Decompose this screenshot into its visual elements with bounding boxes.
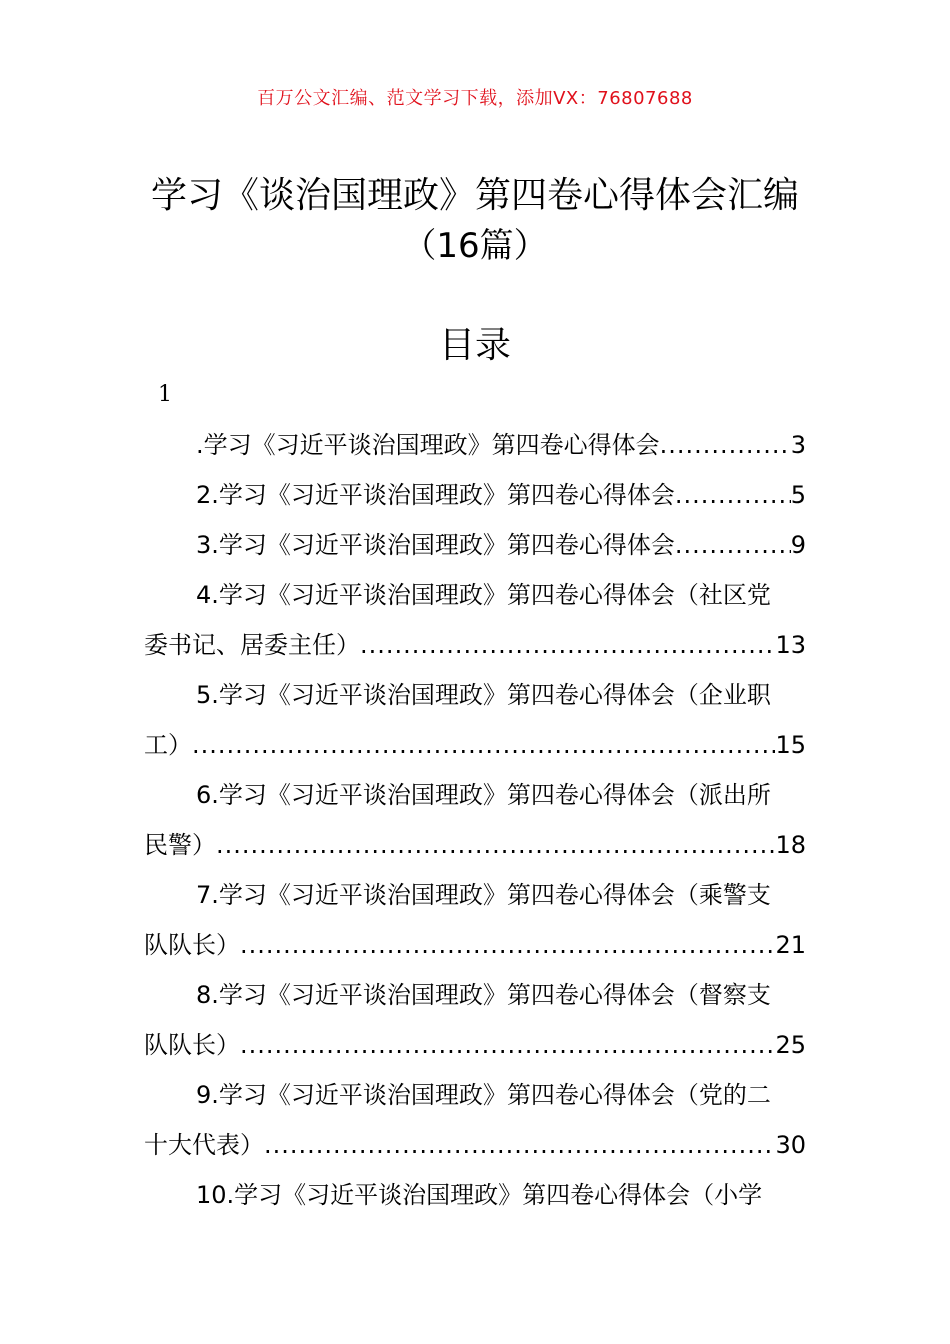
stray-number: 1 (158, 382, 172, 407)
toc-entry-title: 4.学习《习近平谈治国理政》第四卷心得体会（社区党 (196, 581, 771, 609)
toc-entry-title: 5.学习《习近平谈治国理政》第四卷心得体会（企业职 (196, 681, 771, 709)
toc-leader (216, 820, 775, 870)
toc-entry[interactable] (144, 870, 806, 970)
toc-entry[interactable] (144, 570, 806, 670)
toc-page-number: 3 (790, 431, 806, 459)
toc-page-number: 13 (775, 631, 806, 659)
toc-page-number: 25 (775, 1031, 806, 1059)
toc-leader (660, 420, 791, 470)
header-note: 百万公文汇编、范文学习下载，添加VX：76807688 (257, 88, 693, 109)
toc-page-number: 21 (775, 931, 806, 959)
toc-entry[interactable] (144, 1170, 806, 1220)
toc-entry[interactable] (144, 970, 806, 1070)
toc-entry-title: 6.学习《习近平谈治国理政》第四卷心得体会（派出所 (196, 781, 771, 809)
toc-page-number: 18 (775, 831, 806, 859)
toc-leader (675, 520, 791, 570)
toc-entry-title-cont: 队队长） (144, 1031, 240, 1059)
toc-entry-title-cont: 委书记、居委主任） (144, 631, 360, 659)
toc-entry-title: 3.学习《习近平谈治国理政》第四卷心得体会 (196, 531, 675, 559)
toc-leader (240, 1020, 775, 1070)
toc-heading: 目录 (438, 325, 511, 366)
toc-leader (675, 470, 791, 520)
toc-leader (264, 1120, 775, 1170)
toc-entry-title: .学习《习近平谈治国理政》第四卷心得体会 (196, 431, 660, 459)
toc-entry-title-cont: 队队长） (144, 931, 240, 959)
toc-entry[interactable] (144, 770, 806, 870)
toc-page-number: 15 (775, 731, 806, 759)
toc-leader (240, 920, 775, 970)
toc-entry[interactable] (144, 670, 806, 770)
toc-entry-title: 7.学习《习近平谈治国理政》第四卷心得体会（乘警支 (196, 881, 771, 909)
toc-entry-title-cont: 民警） (144, 831, 216, 859)
toc-leader (192, 720, 775, 770)
toc-entry-title: 10.学习《习近平谈治国理政》第四卷心得体会（小学 (196, 1181, 763, 1209)
toc-entry[interactable] (144, 470, 806, 520)
toc-page-number: 5 (790, 481, 806, 509)
toc-leader (360, 620, 775, 670)
table-of-contents (144, 420, 806, 1220)
toc-page-number: 9 (790, 531, 806, 559)
toc-entry[interactable] (144, 1070, 806, 1170)
toc-page-number: 30 (775, 1131, 806, 1159)
document-title: 学习《谈治国理政》第四卷心得体会汇编 (150, 175, 799, 216)
toc-entry-title-cont: 十大代表） (144, 1131, 264, 1159)
toc-entry-title: 9.学习《习近平谈治国理政》第四卷心得体会（党的二 (196, 1081, 771, 1109)
toc-entry-title-cont: 工） (144, 731, 192, 759)
document-subtitle: （16篇） (402, 226, 548, 266)
toc-entry[interactable] (144, 520, 806, 570)
toc-entry-title: 8.学习《习近平谈治国理政》第四卷心得体会（督察支 (196, 981, 771, 1009)
toc-entry[interactable] (144, 420, 806, 470)
toc-entry-title: 2.学习《习近平谈治国理政》第四卷心得体会 (196, 481, 675, 509)
